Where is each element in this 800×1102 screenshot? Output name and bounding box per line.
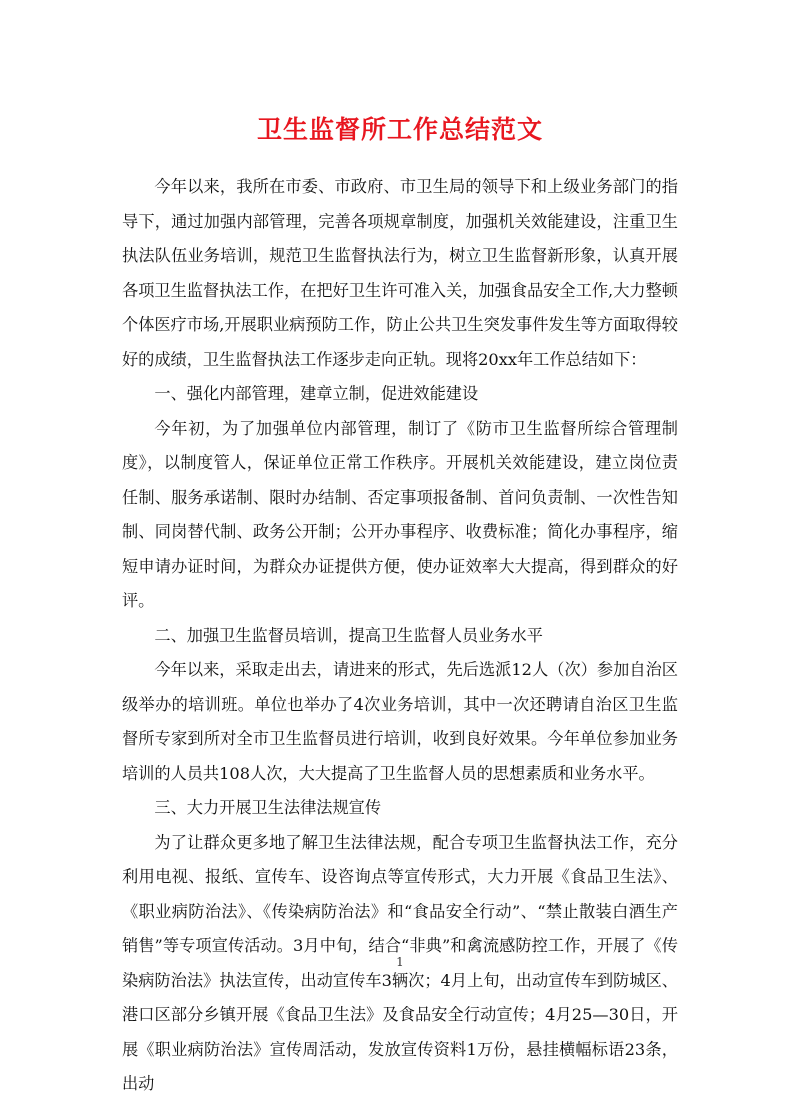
paragraph-section-2: 今年以来，采取走出去，请进来的形式，先后选派12人（次）参加自治区级举办的培训班。单位也举办了4次业务培训，其中一次还聘请自治区卫生监督所专家到所对全市卫生监督员进行培训，收到良好效果。今年单位参加业务培训的人员共108人次，大大提高了卫生监督人员的思想素质和业务水平。 — [122, 660, 678, 783]
document-title: 卫生监督所工作总结范文 — [256, 115, 543, 144]
page-number: 1 — [396, 955, 404, 969]
paragraph-section-3: 为了让群众更多地了解卫生法律法规，配合专项卫生监督执法工作，充分利用电视、报纸、宣传车、设咨询点等宣传形式，大力开展《食品卫生法》、《职业病防治法》、《传染病防治法》和“食品安全行动”、“禁止散装白酒生产销售”等专项宣传活动。3月中旬，结合“非典”和禽流感防控工作，开展了《传染病防治法》执法宣传，出动宣传车3辆次；4月上旬，出动宣传车到防城区、港口区部分乡镇开展《食品卫生法》及食品安全行动宣传；4月25—30日，开展《职业病防治法》宣传周活动，发放宣传资料1万份，悬挂横幅标语23条，出动 — [122, 832, 678, 1093]
section-heading-1: 一、强化内部管理，建章立制，促进效能建设 — [154, 384, 479, 403]
paragraph-intro: 今年以来，我所在市委、市政府、市卫生局的领导下和上级业务部门的指导下，通过加强内部管理，完善各项规章制度，加强机关效能建设，注重卫生执法队伍业务培训，规范卫生监督执法行为，树立卫生监督新形象，认真开展各项卫生监督执法工作，在把好卫生许可准入关，加强食品安全工作,大力整顿个体医疗市场,开展职业病预防工作，防止公共卫生突发事件发生等方面取得较好的成绩，卫生监督执法工作逐步走向正轨。现将20xx年工作总结如下： — [122, 177, 678, 369]
paragraph-section-1: 今年初，为了加强单位内部管理，制订了《防市卫生监督所综合管理制度》，以制度管人，保证单位正常工作秩序。开展机关效能建设，建立岗位责任制、服务承诺制、限时办结制、否定事项报备制、首问负责制、一次性告知制、同岗替代制、政务公开制；公开办事程序、收费标准；简化办事程序，缩短申请办证时间，为群众办证提供方便，使办证效率大大提高，得到群众的好评。 — [122, 418, 678, 610]
section-heading-2: 二、加强卫生监督员培训，提高卫生监督人员业务水平 — [154, 625, 543, 645]
section-heading-3: 三、大力开展卫生法律法规宣传 — [154, 798, 382, 817]
